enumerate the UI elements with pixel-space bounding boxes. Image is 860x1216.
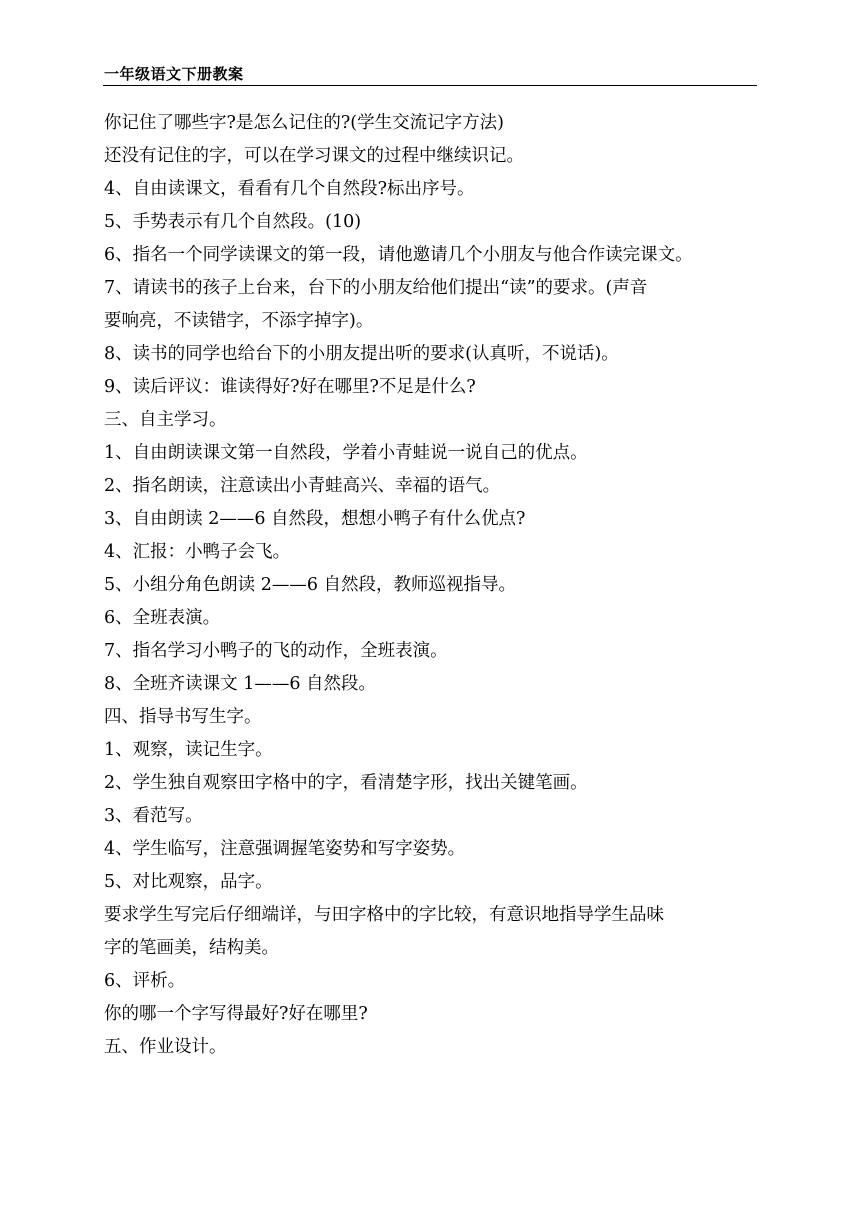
text-line: 要求学生写完后仔细端详，与田字格中的字比较，有意识地指导学生品味 (104, 905, 664, 925)
text-line: 你记住了哪些字?是怎么记住的?(学生交流记字方法) (104, 113, 504, 133)
section-heading: 四、指导书写生字。 (104, 707, 262, 727)
section-heading: 五、作业设计。 (104, 1037, 227, 1057)
text-line: 1、观察，读记生字。 (104, 740, 273, 760)
text-line: 8、全班齐读课文 1——6 自然段。 (104, 674, 377, 694)
text-line: 4、汇报：小鸭子会飞。 (104, 542, 291, 562)
text-line: 6、评析。 (104, 971, 186, 991)
text-line: 6、指名一个同学读课文的第一段，请他邀请几个小朋友与他合作读完课文。 (104, 245, 693, 265)
text-line: 7、指名学习小鸭子的飞的动作，全班表演。 (104, 641, 448, 661)
text-line: 4、学生临写，注意强调握笔姿势和写字姿势。 (104, 839, 466, 859)
text-line: 3、看范写。 (104, 806, 203, 826)
text-line: 要响亮，不读错字，不添字掉字)。 (104, 311, 374, 331)
text-line: 5、对比观察，品字。 (104, 872, 273, 892)
header-divider (103, 85, 757, 86)
text-line: 还没有记住的字，可以在学习课文的过程中继续识记。 (104, 146, 524, 166)
text-line: 5、小组分角色朗读 2——6 自然段，教师巡视指导。 (104, 575, 517, 595)
lesson-body (104, 107, 760, 1064)
text-line: 3、自由朗读 2——6 自然段，想想小鸭子有什么优点? (104, 509, 526, 529)
text-line: 7、请读书的孩子上台来，台下的小朋友给他们提出“读”的要求。(声音 (104, 278, 648, 298)
text-line: 4、自由读课文，看看有几个自然段?标出序号。 (104, 179, 475, 199)
text-line: 你的哪一个字写得最好?好在哪里? (104, 1004, 368, 1024)
text-line: 6、全班表演。 (104, 608, 221, 628)
text-line: 2、学生独自观察田字格中的字，看清楚字形，找出关键笔画。 (104, 773, 588, 793)
text-line: 2、指名朗读，注意读出小青蛙高兴、幸福的语气。 (104, 476, 501, 496)
header-title: 一年级语文下册教案 (104, 65, 244, 83)
text-line: 5、手势表示有几个自然段。(10) (104, 212, 362, 232)
section-heading: 三、自主学习。 (104, 410, 227, 430)
text-line: 9、读后评议：谁读得好?好在哪里?不足是什么? (104, 377, 476, 397)
text-line: 1、自由朗读课文第一自然段，学着小青蛙说一说自己的优点。 (104, 443, 588, 463)
text-line: 8、读书的同学也给台下的小朋友提出听的要求(认真听，不说话)。 (104, 344, 619, 364)
text-line: 字的笔画美，结构美。 (104, 938, 279, 958)
